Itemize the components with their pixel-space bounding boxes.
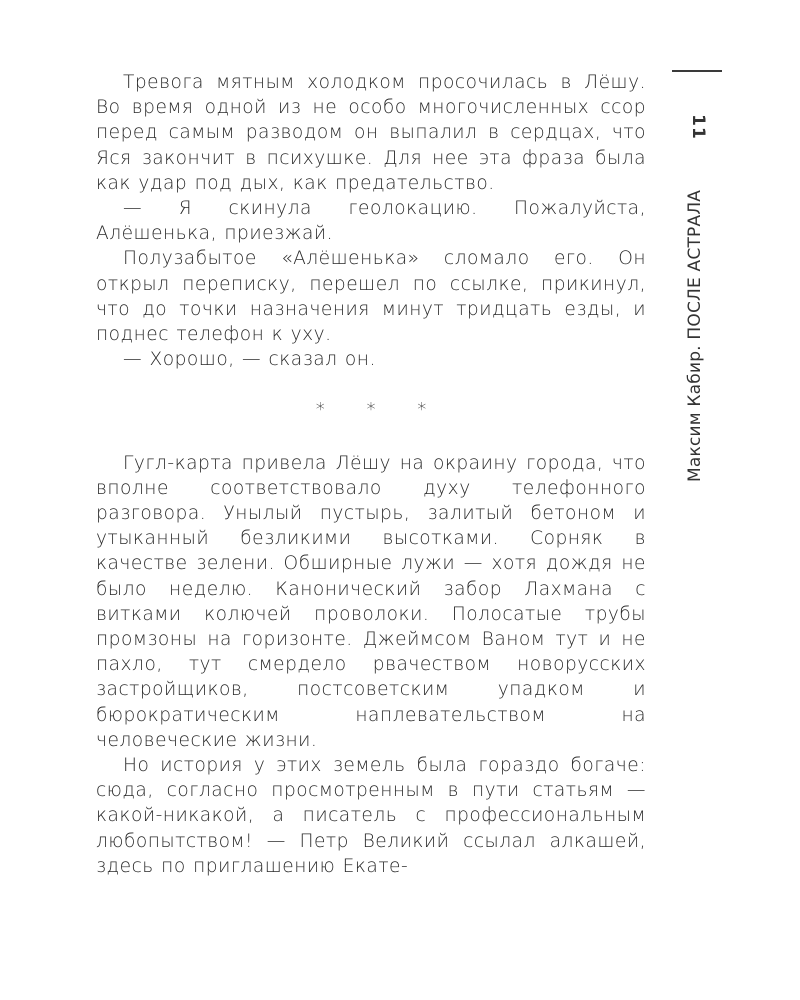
paragraph: Но история у этих земель была гораздо богаче: сюда, согласно просмотренным в пути статьям — какой-никакой, а писатель с профессиональным любопытством! — Петр Великий ссылал алкашей, здесь по приглашению Екате- xyxy=(96,755,646,877)
page-number: 11 xyxy=(688,114,708,140)
main-text xyxy=(96,70,646,879)
section-separator: * * * xyxy=(315,399,445,421)
paragraph: Гугл-карта привела Лёшу на окраину города, что вполне соответствовало духу телефонного разговора. Унылый пустырь, залитый бетоном и утыканный безликими высотками. Сорняк в качестве зелени. Обширные лужи — хотя дождя не было неделю. Канонический забор Лахмана с витками колючей проволоки. Полосатые трубы промзоны на горизонте. Джеймсом Ваном тут и не пахло, тут смердело рвачеством новорусских застройщиков, постсоветским упадком и бюрократическим наплевательством на человеческие жизни. xyxy=(96,452,646,751)
paragraph: Полузабытое «Алёшенька» сломало его. Он открыл переписку, перешел по ссылке, прикинул, что до точки назначения минут тридцать езды, и поднес телефон к уху. xyxy=(96,248,646,346)
paragraph: Тревога мятным холодком просочилась в Лёшу. Во время одной из не особо многочисленных ссор перед самым разводом он выпалил в сердцах, что Яся закончит в психушке. Для нее эта фраза была как удар под дых, как предательство. xyxy=(96,72,646,194)
header-rule xyxy=(672,70,722,72)
paragraph-dialogue: — Хорошо, — сказал он. xyxy=(123,349,376,371)
paragraph-dialogue: — Я скинула геолокацию. Пожалуйста, Алёшенька, приезжай. xyxy=(96,198,646,245)
running-head: Максим Кабир. ПОСЛЕ АСТРАЛА xyxy=(685,189,705,482)
